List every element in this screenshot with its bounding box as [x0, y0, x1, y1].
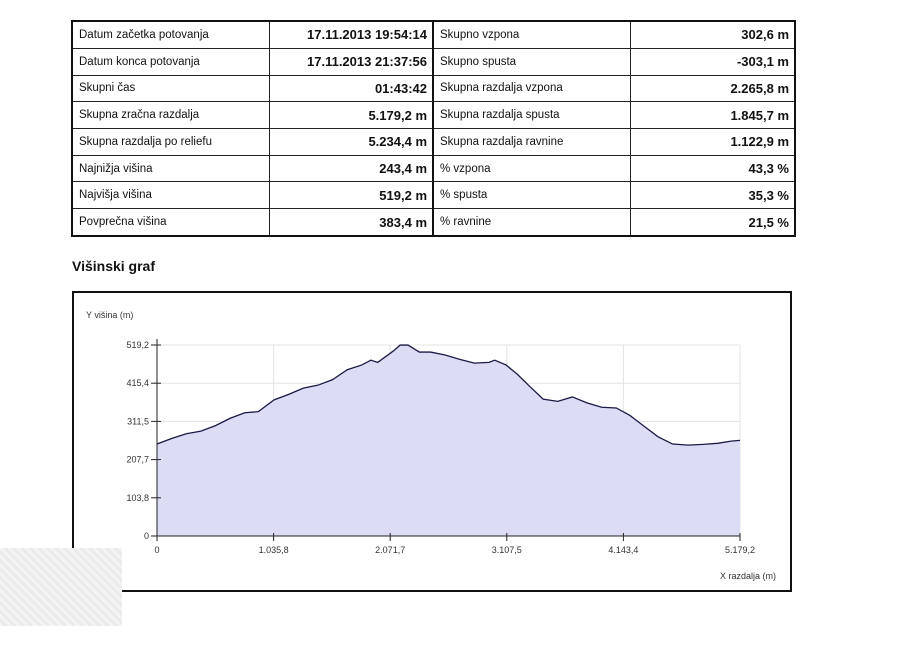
stat-value: 21,5 %: [630, 209, 795, 236]
stat-value: -303,1 m: [630, 48, 795, 75]
stat-label: Povprečna višina: [72, 209, 269, 236]
x-tick-label: 1.035,8: [258, 545, 289, 555]
y-tick-label: 0: [143, 531, 149, 541]
stats-row: [72, 21, 795, 48]
stat-label: Skupna razdalja spusta: [433, 102, 630, 129]
stats-row: [72, 209, 795, 236]
stat-label: Datum konca potovanja: [72, 48, 269, 75]
stats-row: [72, 128, 795, 155]
stats-row: [72, 102, 795, 129]
stats-row: [72, 182, 795, 209]
x-tick-label: 0: [154, 545, 160, 555]
stat-value: 35,3 %: [630, 182, 795, 209]
section-title: Višinski graf: [72, 258, 156, 274]
stat-label: Najnižja višina: [72, 155, 269, 182]
stats-row: [72, 48, 795, 75]
stat-value: 383,4 m: [269, 209, 433, 236]
x-tick-label: 5.179,2: [724, 545, 756, 555]
stat-label: Skupna razdalja vzpona: [433, 75, 630, 102]
stats-row: [72, 155, 795, 182]
scan-artifact: [0, 548, 122, 626]
stat-label: Skupna zračna razdalja: [72, 102, 269, 129]
stat-label: Skupno vzpona: [433, 21, 630, 48]
stat-label: Najvišja višina: [72, 182, 269, 209]
stat-value: 243,4 m: [269, 155, 433, 182]
stat-label: Skupna razdalja ravnine: [433, 128, 630, 155]
stat-label: Skupno spusta: [433, 48, 630, 75]
stat-value: 17.11.2013 21:37:56: [269, 48, 433, 75]
stat-value: 2.265,8 m: [630, 75, 795, 102]
stat-value: 43,3 %: [630, 155, 795, 182]
y-tick-label: 207,7: [126, 454, 149, 465]
x-tick-label: 3.107,5: [491, 545, 522, 555]
elevation-chart: [72, 291, 792, 592]
y-tick-label: 415,4: [126, 378, 149, 389]
trip-stats-body: [72, 21, 795, 236]
x-tick-label: 4.143,4: [608, 545, 639, 555]
stat-label: Datum začetka potovanja: [72, 21, 269, 48]
elevation-area: [157, 345, 740, 536]
y-axis-label: Y višina (m): [86, 310, 134, 320]
stat-label: Skupna razdalja po reliefu: [72, 128, 269, 155]
stat-value: 1.845,7 m: [630, 102, 795, 129]
x-axis-label: X razdalja (m): [719, 571, 776, 581]
stat-value: 5.234,4 m: [269, 128, 433, 155]
stat-value: 302,6 m: [630, 21, 795, 48]
stats-row: [72, 75, 795, 102]
x-tick-label: 2.071,7: [375, 545, 406, 555]
stat-value: 1.122,9 m: [630, 128, 795, 155]
stat-label: % spusta: [433, 182, 630, 209]
stat-value: 519,2 m: [269, 182, 433, 209]
stat-label: Skupni čas: [72, 75, 269, 102]
stat-value: 17.11.2013 19:54:14: [269, 21, 433, 48]
stat-value: 5.179,2 m: [269, 102, 433, 129]
stat-value: 01:43:42: [269, 75, 433, 102]
y-tick-label: 103,8: [126, 492, 149, 503]
y-tick-label: 519,2: [126, 340, 149, 350]
trip-stats-table: [71, 20, 796, 237]
stat-label: % ravnine: [433, 209, 630, 236]
stat-label: % vzpona: [433, 155, 630, 182]
y-tick-label: 311,5: [127, 416, 149, 427]
elevation-chart-svg: [74, 293, 790, 590]
